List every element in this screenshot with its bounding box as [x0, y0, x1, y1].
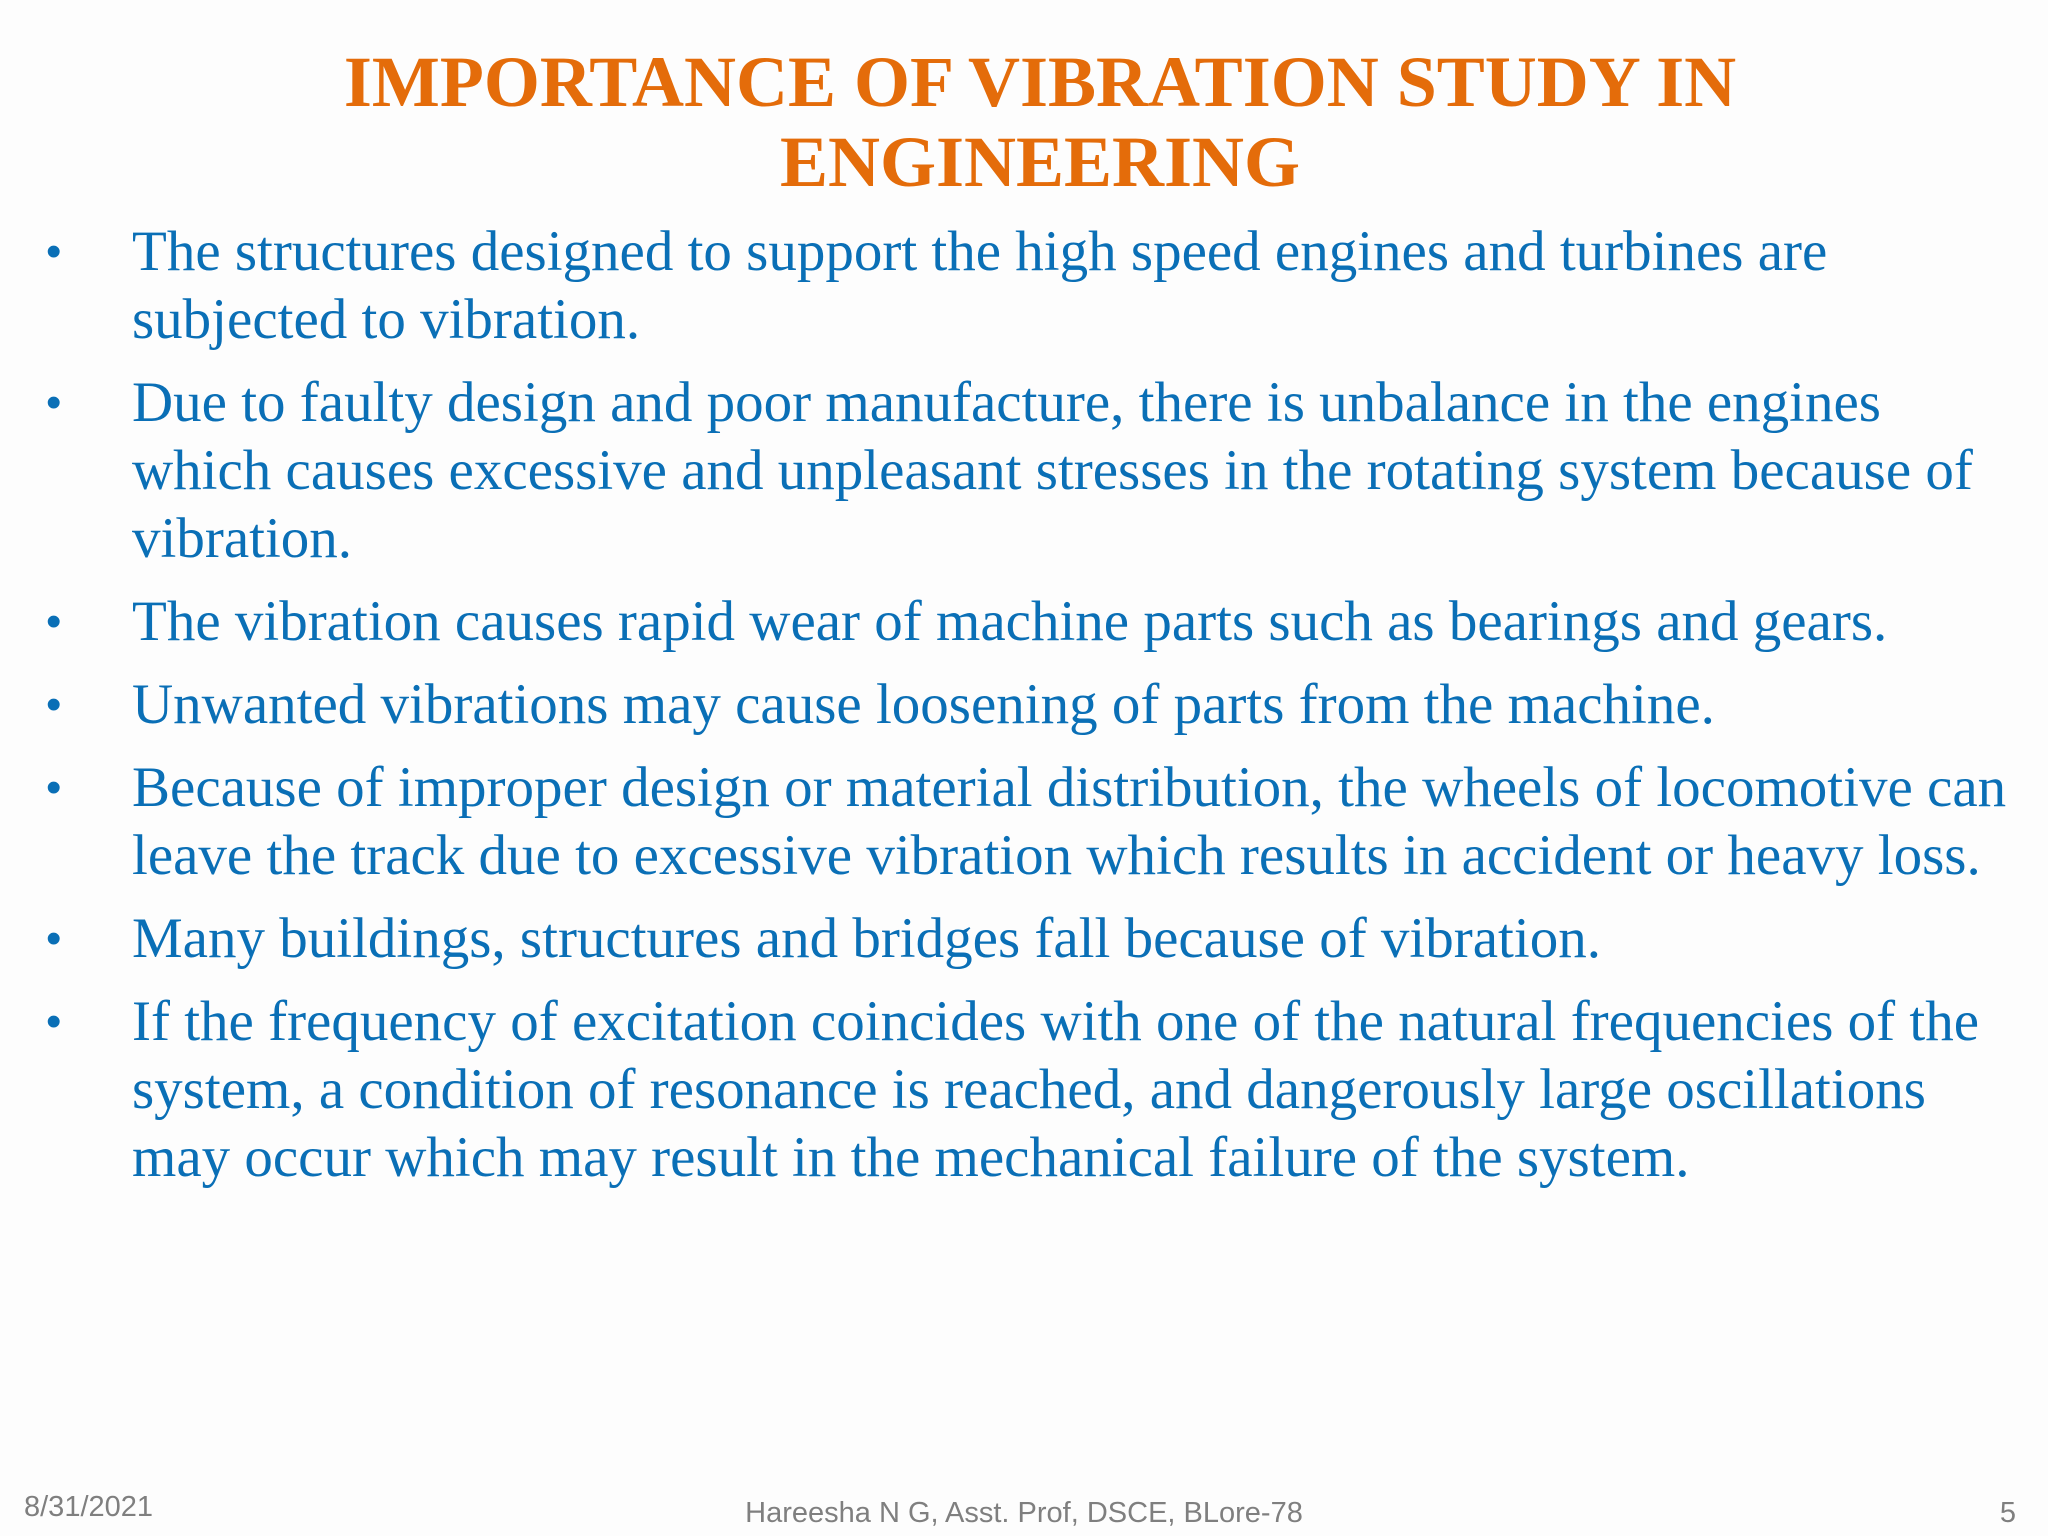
bullet-item: [46, 218, 2016, 354]
bullet-text: Unwanted vibrations may cause loosening of parts from the machine.: [132, 673, 1715, 736]
bullet-item: [46, 671, 2016, 739]
footer-page-number: 5: [1999, 1497, 2016, 1529]
bullet-text: Due to faulty design and poor manufacture, there is unbalance in the engines which causes excessive and unpleasant stresses in the rotating system because of vibration.: [132, 371, 1973, 570]
bullet-dot-icon: •: [46, 378, 62, 427]
bullet-list: [46, 218, 2016, 1207]
bullet-text: Because of improper design or material distribution, the wheels of locomotive can leave the track due to excessive vibration which results in accident or heavy loss.: [132, 756, 2007, 887]
bullet-dot-icon: •: [46, 227, 62, 276]
footer-author: Hareesha N G, Asst. Prof, DSCE, BLore-78: [745, 1497, 1303, 1529]
slide-title-line-2: ENGINEERING: [779, 122, 1301, 202]
bullet-dot-icon: •: [46, 914, 62, 963]
bullet-text: The vibration causes rapid wear of machine parts such as bearings and gears.: [132, 590, 1888, 653]
bullet-item: [46, 588, 2016, 656]
bullet-text: Many buildings, structures and bridges fall because of vibration.: [132, 907, 1601, 970]
bullet-text: If the frequency of excitation coincides with one of the natural frequencies of the system, a condition of resonance is reached, and dangerously large oscillations may occur which may result in the mechanical failure of the system.: [132, 990, 1979, 1189]
bullet-item: [46, 369, 2016, 573]
bullet-item: [46, 754, 2016, 890]
bullet-text: The structures designed to support the high speed engines and turbines are subjected to vibration.: [132, 220, 1828, 351]
bullet-dot-icon: •: [46, 597, 62, 646]
bullet-item: [46, 905, 2016, 973]
bullet-dot-icon: •: [46, 763, 62, 812]
bullet-dot-icon: •: [46, 680, 62, 729]
slide-title: [0, 42, 2048, 202]
bullet-item: [46, 988, 2016, 1192]
slide-title-line-1: IMPORTANCE OF VIBRATION STUDY IN: [343, 42, 1737, 122]
footer-date: 8/31/2021: [24, 1491, 154, 1523]
bullet-dot-icon: •: [46, 997, 62, 1046]
